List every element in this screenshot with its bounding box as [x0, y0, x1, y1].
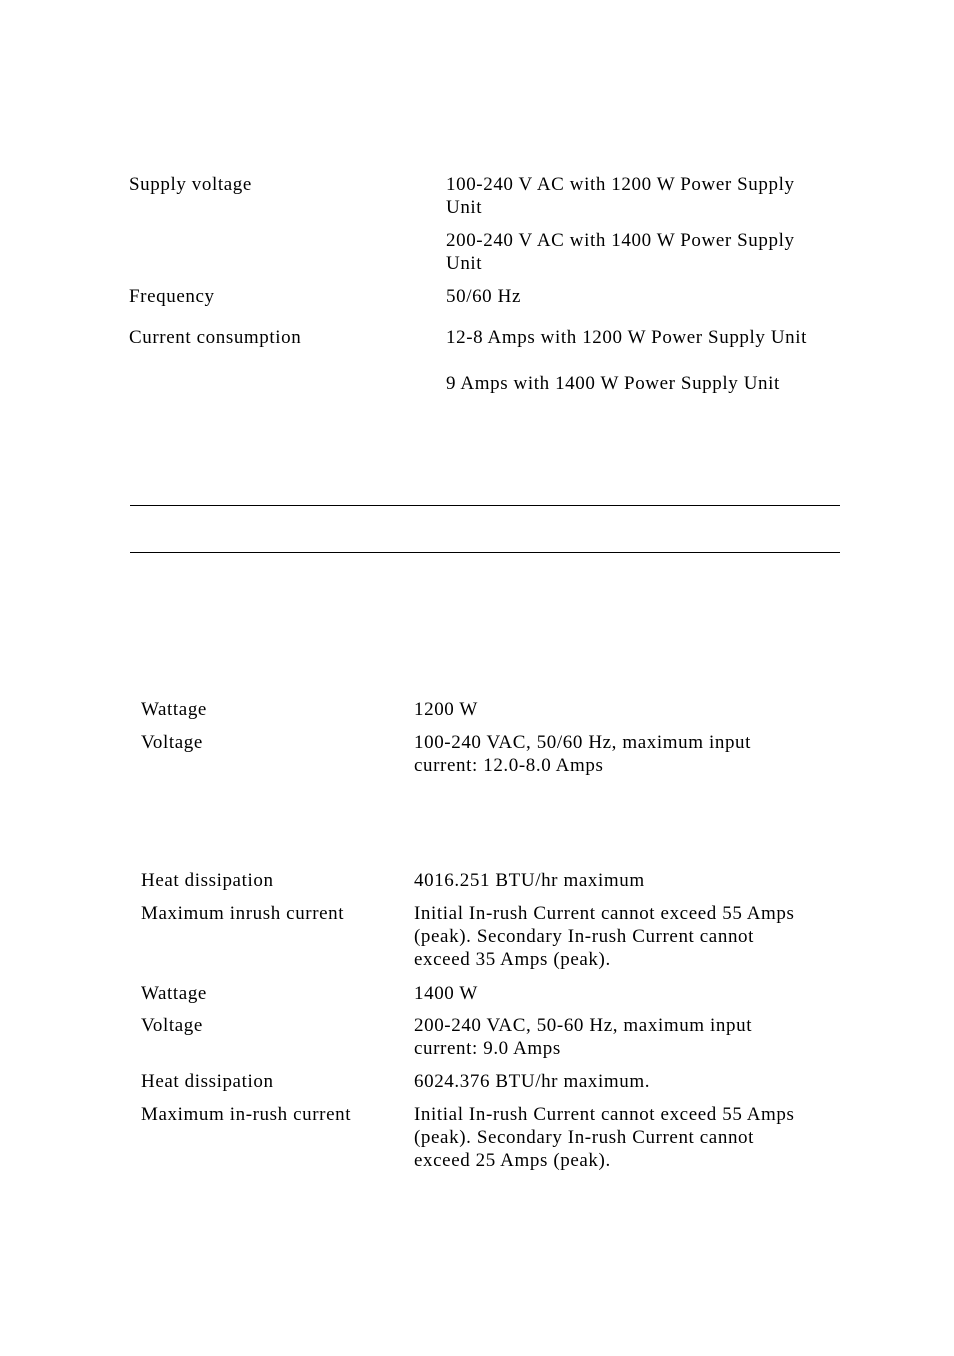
horizontal-rule — [130, 552, 840, 553]
voltage-value: 200-240 VAC, 50-60 Hz, maximum input current: 9.0 Amps — [414, 1015, 753, 1059]
current-consumption-value-1400w: 9 Amps with 1400 W Power Supply Unit — [446, 373, 780, 394]
wattage-value: 1200 W — [414, 699, 478, 720]
inrush-current-label: Maximum inrush current — [141, 903, 345, 924]
supply-voltage-value-1400w: 200-240 V AC with 1400 W Power Supply Unit — [446, 230, 795, 274]
voltage-value: 100-240 VAC, 50/60 Hz, maximum input current: 12.0-8.0 Amps — [414, 732, 752, 776]
inrush-current-value: Initial In-rush Current cannot exceed 55 Amps (peak). Secondary In-rush Current cannot exceed 35 Amps (peak). — [414, 903, 795, 970]
current-consumption-value-1200w: 12-8 Amps with 1200 W Power Supply Unit — [446, 327, 808, 348]
supply-voltage-label: Supply voltage — [129, 174, 252, 195]
voltage-label: Voltage — [141, 732, 203, 753]
wattage-value: 1400 W — [414, 983, 478, 1004]
heat-dissipation-value: 4016.251 BTU/hr maximum — [414, 870, 645, 891]
inrush-current-label: Maximum in-rush current — [141, 1104, 352, 1125]
frequency-value: 50/60 Hz — [446, 286, 521, 307]
wattage-label: Wattage — [141, 983, 207, 1004]
wattage-label: Wattage — [141, 699, 207, 720]
supply-voltage-value-1200w: 100-240 V AC with 1200 W Power Supply Unit — [446, 174, 795, 218]
heat-dissipation-value: 6024.376 BTU/hr maximum. — [414, 1071, 651, 1092]
heat-dissipation-label: Heat dissipation — [141, 870, 274, 891]
heat-dissipation-label: Heat dissipation — [141, 1071, 274, 1092]
current-consumption-label: Current consumption — [129, 327, 302, 348]
voltage-label: Voltage — [141, 1015, 203, 1036]
inrush-current-value: Initial In-rush Current cannot exceed 55 Amps (peak). Secondary In-rush Current cannot exceed 25 Amps (peak). — [414, 1104, 795, 1171]
horizontal-rule — [130, 505, 840, 506]
frequency-label: Frequency — [129, 286, 215, 307]
